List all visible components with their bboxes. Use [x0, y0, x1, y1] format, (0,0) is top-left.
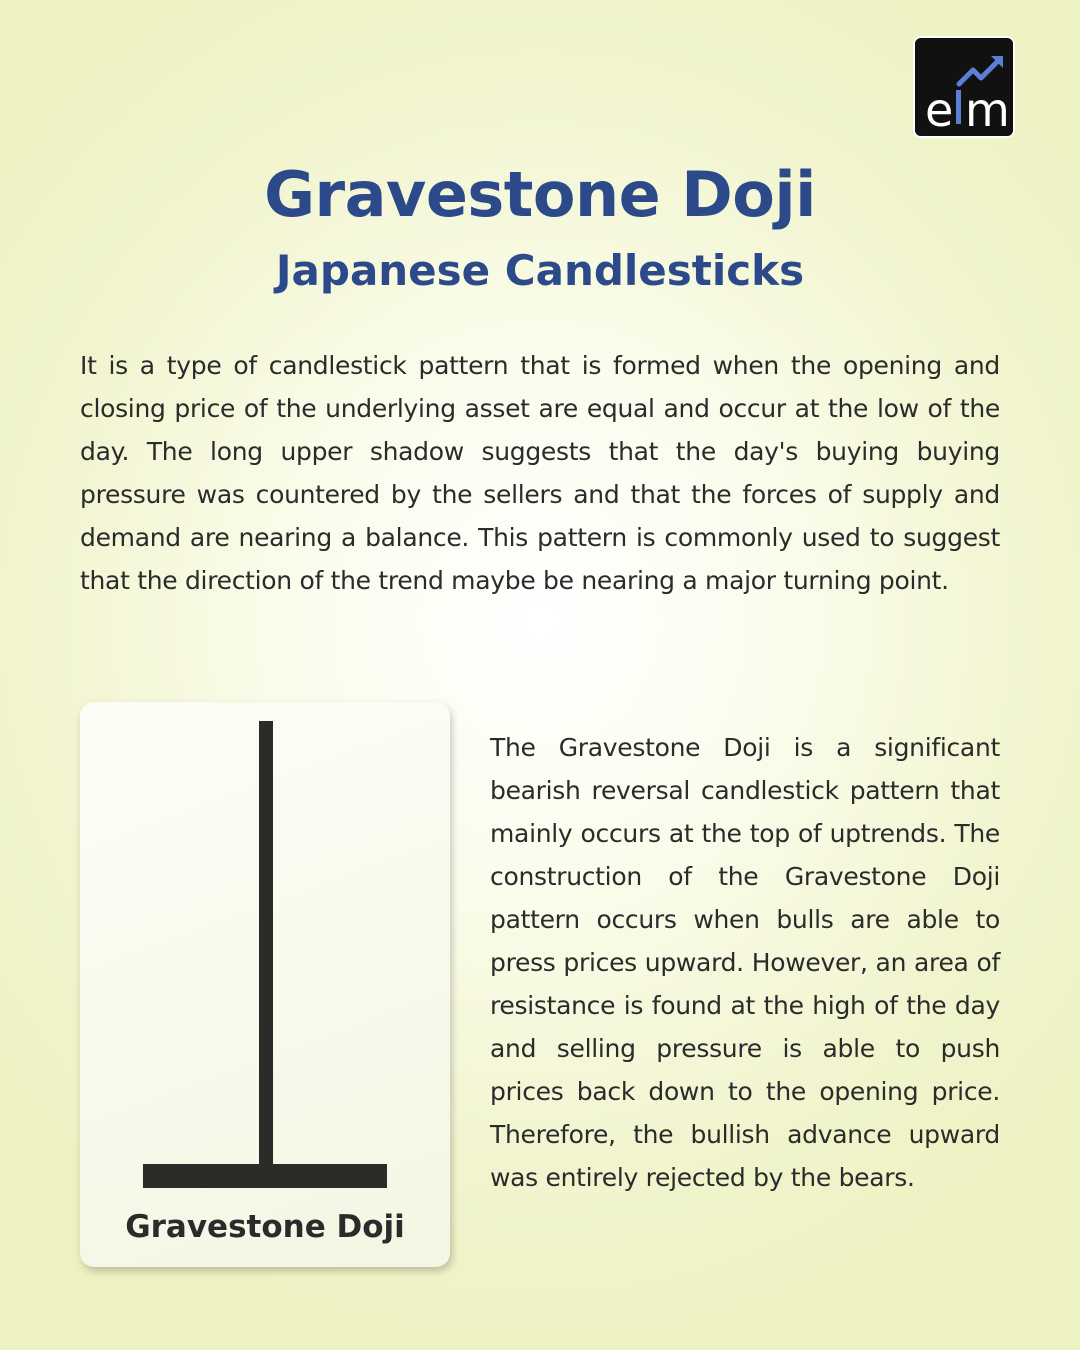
logo-letter-e: e — [925, 83, 954, 136]
description-paragraph: The Gravestone Doji is a significant bearish reversal candlestick pattern that mainly occurs at the top of uptrends. The construction of the Gravestone Doji pattern occurs when bulls are able to press prices upward. However, an area of resistance is found at the high of the day and selling pressure is able to push prices back down to the opening price. Therefore, the bullish advance upward was entirely rejected by the bears. — [490, 733, 1000, 1192]
intro-paragraph: It is a type of candlestick pattern that is formed when the opening and closing price of the underlying asset are equal and occur at the low of the day. The long upper shadow suggests that the day's buying buying pressure was countered by the sellers and that the forces of supply and demand are nearing a balance. This pattern is commonly used to suggest that the direction of the trend maybe be nearing a major turning point. — [80, 351, 1000, 595]
illustration-label: Gravestone Doji — [125, 1209, 405, 1245]
candle-body-line — [143, 1164, 387, 1188]
gravestone-doji-candlestick-icon — [80, 702, 450, 1267]
brand-logo — [915, 38, 1013, 136]
page-subtitle: Japanese Candlesticks — [275, 246, 805, 295]
candle-upper-shadow — [259, 721, 273, 1187]
illustration-card — [80, 702, 450, 1267]
elm-logo-icon — [915, 38, 1013, 136]
logo-letter-m: m — [965, 83, 1010, 136]
page-title: Gravestone Doji — [264, 158, 816, 231]
